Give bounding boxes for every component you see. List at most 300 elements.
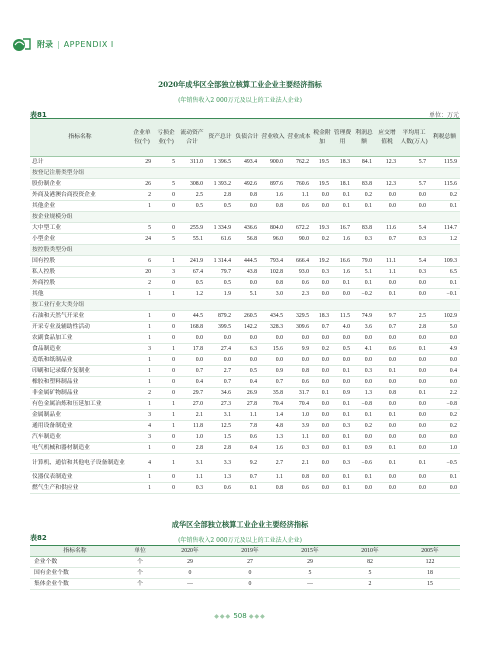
table-cell: 9.9 xyxy=(286,344,312,355)
table-cell: 0.0 xyxy=(399,278,429,289)
table-cell: 3.1 xyxy=(206,410,234,421)
table-cell: 2.8 xyxy=(206,443,234,454)
table-cell: 18.3 xyxy=(332,157,353,168)
table-cell: 1 xyxy=(130,311,154,322)
table-cell: 0.0 xyxy=(234,278,260,289)
table-cell: 328.3 xyxy=(260,322,286,333)
table-cell: 3 xyxy=(154,267,178,278)
table-cell: 0.1 xyxy=(429,201,460,212)
table-cell: 83.8 xyxy=(353,223,375,234)
table-cell: 0.1 xyxy=(332,432,353,443)
table-cell: 0.7 xyxy=(312,322,332,333)
table-cell: 308.0 xyxy=(178,179,206,190)
table1-column-header: 指标名称 xyxy=(30,119,130,157)
table-cell: 0 xyxy=(154,472,178,483)
table-cell: 0.7 xyxy=(206,377,234,388)
table-cell: 0.0 xyxy=(375,483,399,494)
table-cell: 0.0 xyxy=(312,366,332,377)
table-cell: 0.5 xyxy=(178,278,206,289)
table-cell: 0.5 xyxy=(332,344,353,355)
table-cell: 4 xyxy=(130,454,154,472)
table1-column-header: 企业单位(个) xyxy=(130,119,154,157)
table-cell: 5 xyxy=(130,223,154,234)
table-cell: 0.0 xyxy=(312,377,332,388)
table-cell: 0 xyxy=(220,568,280,579)
table-cell: 329.5 xyxy=(286,311,312,322)
table1-column-header: 营业成本 xyxy=(286,119,312,157)
row-label: 食品制造业 xyxy=(30,344,130,355)
table-cell: 0.4 xyxy=(234,377,260,388)
table-cell: 2.7 xyxy=(260,454,286,472)
table-cell: 0.3 xyxy=(332,454,353,472)
table-cell: 762.2 xyxy=(286,157,312,168)
table-cell: 0.6 xyxy=(286,483,312,494)
row-label: 仪器仪表制造业 xyxy=(30,472,130,483)
table-cell: 55.1 xyxy=(178,234,206,245)
table-cell: 0.1 xyxy=(332,410,353,421)
table1-column-header: 流动资产合计 xyxy=(178,119,206,157)
table-cell: 0.0 xyxy=(312,201,332,212)
table-cell: 70.4 xyxy=(260,399,286,410)
table-cell: 1.0 xyxy=(178,432,206,443)
table-cell: 0.0 xyxy=(312,410,332,421)
table-cell: 0.0 xyxy=(332,333,353,344)
table-cell: 0.0 xyxy=(429,432,460,443)
table-cell: 666.4 xyxy=(286,256,312,267)
table-cell: 0.0 xyxy=(260,333,286,344)
table-cell: 0 xyxy=(154,322,178,333)
table-cell: 29 xyxy=(160,557,220,568)
table-cell: 90.0 xyxy=(286,234,312,245)
table1-title: 2020年成华区全部独立核算工业企业主要经济指标 xyxy=(158,80,322,89)
table-cell: 5 xyxy=(280,568,340,579)
table-cell: 1.1 xyxy=(234,410,260,421)
page-number: 508 xyxy=(233,612,247,620)
table-cell: 5.7 xyxy=(399,157,429,168)
table-cell: 260.5 xyxy=(234,311,260,322)
table-cell: 0.0 xyxy=(312,432,332,443)
table1-column-header: 营业收入 xyxy=(260,119,286,157)
table-cell: 0.5 xyxy=(206,278,234,289)
table-cell: 311.0 xyxy=(178,157,206,168)
table-cell: 1.5 xyxy=(206,432,234,443)
table-cell: 29 xyxy=(130,157,154,168)
table-cell: 2 xyxy=(340,579,400,590)
table-cell: 12.3 xyxy=(375,179,399,190)
table1-subtitle: (年销售收入2 000万元及以上的工业法人企业) xyxy=(178,97,302,104)
row-label: 集体企业个数 xyxy=(30,579,120,590)
table-cell: 4.9 xyxy=(429,344,460,355)
table-cell: 1 xyxy=(154,399,178,410)
table-cell: 11.1 xyxy=(375,256,399,267)
table-cell: 0.0 xyxy=(312,399,332,410)
table-cell: 879.2 xyxy=(206,311,234,322)
row-label: 造纸和纸制品业 xyxy=(30,355,130,366)
table-cell: 96.0 xyxy=(260,234,286,245)
table-cell: 0.0 xyxy=(429,377,460,388)
table1-row xyxy=(30,333,460,344)
table-cell: 0.0 xyxy=(260,355,286,366)
table-cell: 93.0 xyxy=(286,267,312,278)
table-cell: 0.1 xyxy=(332,399,353,410)
table-cell: 7.8 xyxy=(234,421,260,432)
table-cell: 0.0 xyxy=(286,333,312,344)
table-cell: 760.6 xyxy=(286,179,312,190)
table-cell: 897.6 xyxy=(260,179,286,190)
row-label: 外商控股 xyxy=(30,278,130,289)
table1-group-row xyxy=(30,212,460,223)
table-cell: 27.4 xyxy=(206,344,234,355)
table-cell: 29.7 xyxy=(178,388,206,399)
table1-row xyxy=(30,322,460,333)
row-label: 金属制品业 xyxy=(30,410,130,421)
table-cell: 82 xyxy=(340,557,400,568)
table-cell: 115.9 xyxy=(429,157,460,168)
table1-unit: 单位：万元 xyxy=(428,112,459,119)
table-cell: 0.1 xyxy=(332,190,353,201)
table-cell: 0.0 xyxy=(332,355,353,366)
table-cell: 19.5 xyxy=(312,179,332,190)
table1-group-row xyxy=(30,168,460,179)
row-label: 股份制企业 xyxy=(30,179,130,190)
table-cell: 5.4 xyxy=(399,256,429,267)
table-cell: 5 xyxy=(154,179,178,190)
table-cell: 0.0 xyxy=(399,472,429,483)
table-cell: 个 xyxy=(120,579,160,590)
table1-row xyxy=(30,344,460,355)
table-cell: 3 xyxy=(130,410,154,421)
table-cell: 0.1 xyxy=(429,278,460,289)
row-label: 印刷和记录媒介复制业 xyxy=(30,366,130,377)
table2-header-row xyxy=(30,546,460,557)
table2-column-header: 2020年 xyxy=(160,546,220,557)
table-cell: 1.2 xyxy=(429,234,460,245)
row-label: 计算机、通信和其他电子设备制造业 xyxy=(30,454,130,472)
row-label: 国有企业个数 xyxy=(30,568,120,579)
table-cell: 27.0 xyxy=(178,399,206,410)
table-cell: 0.0 xyxy=(353,333,375,344)
group-label: 按控股类型分组 xyxy=(30,245,460,256)
table-cell: 26.9 xyxy=(234,388,260,399)
table-cell: 0.5 xyxy=(234,366,260,377)
table-cell: 1.4 xyxy=(260,410,286,421)
table-cell: 0.3 xyxy=(286,443,312,454)
table-cell: 0.0 xyxy=(399,410,429,421)
row-label: 国有控股 xyxy=(30,256,130,267)
table-cell: 1.1 xyxy=(286,432,312,443)
table-cell: 0.9 xyxy=(353,443,375,454)
table-cell: 0.0 xyxy=(375,432,399,443)
table-cell: 0.0 xyxy=(375,333,399,344)
table-cell: 0.5 xyxy=(178,201,206,212)
table-cell: 19.3 xyxy=(312,223,332,234)
table-cell: 492.6 xyxy=(234,179,260,190)
table-cell: 0.6 xyxy=(286,377,312,388)
table-cell: 0.0 xyxy=(312,483,332,494)
table-cell: 18.3 xyxy=(312,311,332,322)
table2-row xyxy=(30,557,460,568)
table-cell: 5.1 xyxy=(234,289,260,300)
table-cell: 2 xyxy=(130,278,154,289)
table-cell: 0.6 xyxy=(234,432,260,443)
table-cell: 12.5 xyxy=(206,421,234,432)
table-cell: 0.0 xyxy=(312,472,332,483)
table-cell: 4.0 xyxy=(332,322,353,333)
table-cell: 0.1 xyxy=(332,366,353,377)
table-cell: 1.1 xyxy=(260,472,286,483)
table-cell: 0.0 xyxy=(375,201,399,212)
table-cell: 2.3 xyxy=(286,289,312,300)
table-cell: 0 xyxy=(154,201,178,212)
table-cell: 1 314.4 xyxy=(206,256,234,267)
table-cell: 5 xyxy=(340,568,400,579)
table1-column-header: 管理费用 xyxy=(332,119,353,157)
table-cell: 6.5 xyxy=(429,267,460,278)
table1-column-header: 税金附加 xyxy=(312,119,332,157)
table-cell: 61.6 xyxy=(206,234,234,245)
table-cell: 个 xyxy=(120,568,160,579)
row-label: 非金属矿物制品业 xyxy=(30,388,130,399)
table-cell: 1 xyxy=(130,289,154,300)
table-cell: 1 xyxy=(130,472,154,483)
table-cell: 6.3 xyxy=(234,344,260,355)
table-cell: 31.7 xyxy=(286,388,312,399)
table1-row xyxy=(30,472,460,483)
table2-row xyxy=(30,579,460,590)
table2-row xyxy=(30,568,460,579)
page-header xyxy=(12,36,114,52)
table-cell: 4 xyxy=(130,421,154,432)
table-cell: 900.0 xyxy=(260,157,286,168)
table-cell: 0.0 xyxy=(312,289,332,300)
table-cell: 1 xyxy=(130,322,154,333)
table-cell: 0.0 xyxy=(353,432,375,443)
footer-deco-left: ◆◆◆ xyxy=(214,613,232,620)
table1-row xyxy=(30,399,460,410)
table-cell: 0.0 xyxy=(429,483,460,494)
table-cell: 3 xyxy=(130,344,154,355)
yearbook-logo-icon xyxy=(12,36,32,52)
table-cell: 35.8 xyxy=(260,388,286,399)
table-cell: 0.2 xyxy=(429,421,460,432)
table-cell: 0 xyxy=(154,355,178,366)
table-cell: 0.2 xyxy=(353,190,375,201)
table-cell: 56.8 xyxy=(234,234,260,245)
table-cell: −0.2 xyxy=(353,289,375,300)
table-cell: 1 xyxy=(154,454,178,472)
table2-column-header: 指标名称 xyxy=(30,546,120,557)
table1-row xyxy=(30,311,460,322)
table-cell: 1 xyxy=(130,355,154,366)
table-cell: 0.3 xyxy=(332,421,353,432)
table-cell: 0.1 xyxy=(353,472,375,483)
table-cell: 0 xyxy=(154,333,178,344)
table-cell: 0 xyxy=(154,278,178,289)
table1-row xyxy=(30,366,460,377)
table-cell: 1 xyxy=(130,201,154,212)
table-cell: 399.5 xyxy=(206,322,234,333)
footer-deco-right: ◆◆◆ xyxy=(248,613,266,620)
table-cell: 0.0 xyxy=(375,421,399,432)
table-cell: 1 xyxy=(130,443,154,454)
table-cell: 0.3 xyxy=(399,234,429,245)
table-cell: — xyxy=(160,579,220,590)
row-label: 小型企业 xyxy=(30,234,130,245)
table-cell: 24 xyxy=(130,234,154,245)
table-cell: 1.3 xyxy=(206,472,234,483)
table1 xyxy=(30,118,460,494)
table-cell: 142.2 xyxy=(234,322,260,333)
table-cell: 1 xyxy=(154,410,178,421)
table-cell: 67.4 xyxy=(178,267,206,278)
table-cell: 0.0 xyxy=(399,201,429,212)
table-cell: 0.2 xyxy=(312,344,332,355)
table-cell: 1 396.5 xyxy=(206,157,234,168)
table-cell: 1.1 xyxy=(286,190,312,201)
table1-row xyxy=(30,483,460,494)
row-label: 其他企业 xyxy=(30,201,130,212)
table-cell: 1.6 xyxy=(260,190,286,201)
table1-row xyxy=(30,190,460,201)
table-cell: 1.9 xyxy=(206,289,234,300)
table-cell: 0.8 xyxy=(260,201,286,212)
table-cell: 27 xyxy=(220,557,280,568)
table-cell: 0.1 xyxy=(399,388,429,399)
table-cell: 0 xyxy=(154,311,178,322)
table-cell: 0.0 xyxy=(206,355,234,366)
table-cell: 1 334.9 xyxy=(206,223,234,234)
table-cell: 0.2 xyxy=(353,421,375,432)
table-cell: 0.1 xyxy=(332,443,353,454)
table-cell: 1.3 xyxy=(353,388,375,399)
table-cell: 436.6 xyxy=(234,223,260,234)
table1-column-header: 亏损企业(个) xyxy=(154,119,178,157)
table-cell: 3.6 xyxy=(353,322,375,333)
table-cell: 0.7 xyxy=(375,234,399,245)
table-cell: 0.0 xyxy=(234,333,260,344)
row-label: 燃气生产和供应业 xyxy=(30,483,130,494)
table-cell: 9.2 xyxy=(234,454,260,472)
table-cell: 1.1 xyxy=(178,472,206,483)
table-cell: 29 xyxy=(280,557,340,568)
table-cell: 0 xyxy=(160,568,220,579)
table-cell: 0.6 xyxy=(375,344,399,355)
group-label: 按工业行业大类分组 xyxy=(30,300,460,311)
table-cell: 0.0 xyxy=(353,355,375,366)
row-label: 外商及港澳台商投资企业 xyxy=(30,190,130,201)
table-cell: 0.8 xyxy=(260,278,286,289)
table-cell: 2.5 xyxy=(399,311,429,322)
table2-column-header: 2019年 xyxy=(220,546,280,557)
table-cell: 5.0 xyxy=(429,322,460,333)
table-cell: 0.0 xyxy=(353,377,375,388)
table1-row xyxy=(30,421,460,432)
table-cell: 15 xyxy=(400,579,460,590)
row-label: 通用设备制造业 xyxy=(30,421,130,432)
table-cell: 83.8 xyxy=(353,179,375,190)
table-cell: 0.0 xyxy=(375,190,399,201)
table-cell: 0.0 xyxy=(353,483,375,494)
table-cell: 74.9 xyxy=(353,311,375,322)
table-cell: 0.0 xyxy=(375,355,399,366)
table-cell: 102.8 xyxy=(260,267,286,278)
table-cell: 0.0 xyxy=(375,377,399,388)
table2-column-header: 单位 xyxy=(120,546,160,557)
table2-title: 成华区全部独立核算工业企业主要经济指标 xyxy=(171,520,309,529)
table-cell: −0.1 xyxy=(429,289,460,300)
table-cell: 0.0 xyxy=(399,190,429,201)
table-cell: 0.0 xyxy=(399,432,429,443)
table-cell: 1 xyxy=(130,366,154,377)
table-cell: 1.3 xyxy=(260,432,286,443)
table-cell: 0.7 xyxy=(260,377,286,388)
table-cell: 0 xyxy=(154,190,178,201)
table1-row xyxy=(30,410,460,421)
table-cell: 0.1 xyxy=(399,344,429,355)
table-cell: 2 xyxy=(130,190,154,201)
table-cell: 0.4 xyxy=(234,443,260,454)
table-cell: 0.0 xyxy=(399,289,429,300)
table-cell: 0.1 xyxy=(332,472,353,483)
table-cell: 5 xyxy=(154,157,178,168)
table-cell: 241.9 xyxy=(178,256,206,267)
table-cell: 0.7 xyxy=(375,322,399,333)
table-cell: 19.5 xyxy=(312,157,332,168)
table-cell: 79.0 xyxy=(353,256,375,267)
table-cell: 0.1 xyxy=(234,483,260,494)
table-cell: 804.0 xyxy=(260,223,286,234)
table-cell: 0.0 xyxy=(312,421,332,432)
table-cell: 168.8 xyxy=(178,322,206,333)
table-cell: 114.7 xyxy=(429,223,460,234)
table2-label: 表82 xyxy=(30,534,47,542)
table-cell: 255.9 xyxy=(178,223,206,234)
table-cell: 0.0 xyxy=(375,399,399,410)
table-cell: 0.0 xyxy=(332,377,353,388)
table-cell: 122 xyxy=(400,557,460,568)
table1-row xyxy=(30,278,460,289)
table-cell: 0.2 xyxy=(429,190,460,201)
table-cell: 19.2 xyxy=(312,256,332,267)
row-label: 汽车制造业 xyxy=(30,432,130,443)
table1-row xyxy=(30,443,460,454)
table2-column-header: 2010年 xyxy=(340,546,400,557)
table1-column-header: 负债合计 xyxy=(234,119,260,157)
table-cell: 0.3 xyxy=(399,267,429,278)
table-cell: 0.3 xyxy=(353,234,375,245)
table-cell: 0.1 xyxy=(353,201,375,212)
table-cell: 3.9 xyxy=(286,421,312,432)
row-label: 总计 xyxy=(30,157,130,168)
table1-column-header: 利税总额 xyxy=(429,119,460,157)
table-cell: 18 xyxy=(400,568,460,579)
table-cell: 2.7 xyxy=(206,366,234,377)
table-cell: 27.8 xyxy=(234,399,260,410)
table-cell: 0.3 xyxy=(178,483,206,494)
table-cell: 4.1 xyxy=(353,344,375,355)
table-cell: 0.4 xyxy=(429,366,460,377)
table-cell: 1.6 xyxy=(332,234,353,245)
table-cell: 0.0 xyxy=(312,190,332,201)
table-cell: — xyxy=(280,579,340,590)
table-cell: 0.1 xyxy=(353,410,375,421)
table-cell: 2.2 xyxy=(429,388,460,399)
table-cell: 793.4 xyxy=(260,256,286,267)
row-label: 橡胶和塑料制品业 xyxy=(30,377,130,388)
table-cell: 0.8 xyxy=(286,366,312,377)
table-cell: 0.1 xyxy=(399,454,429,472)
group-label: 按登记注册类型分组 xyxy=(30,168,460,179)
